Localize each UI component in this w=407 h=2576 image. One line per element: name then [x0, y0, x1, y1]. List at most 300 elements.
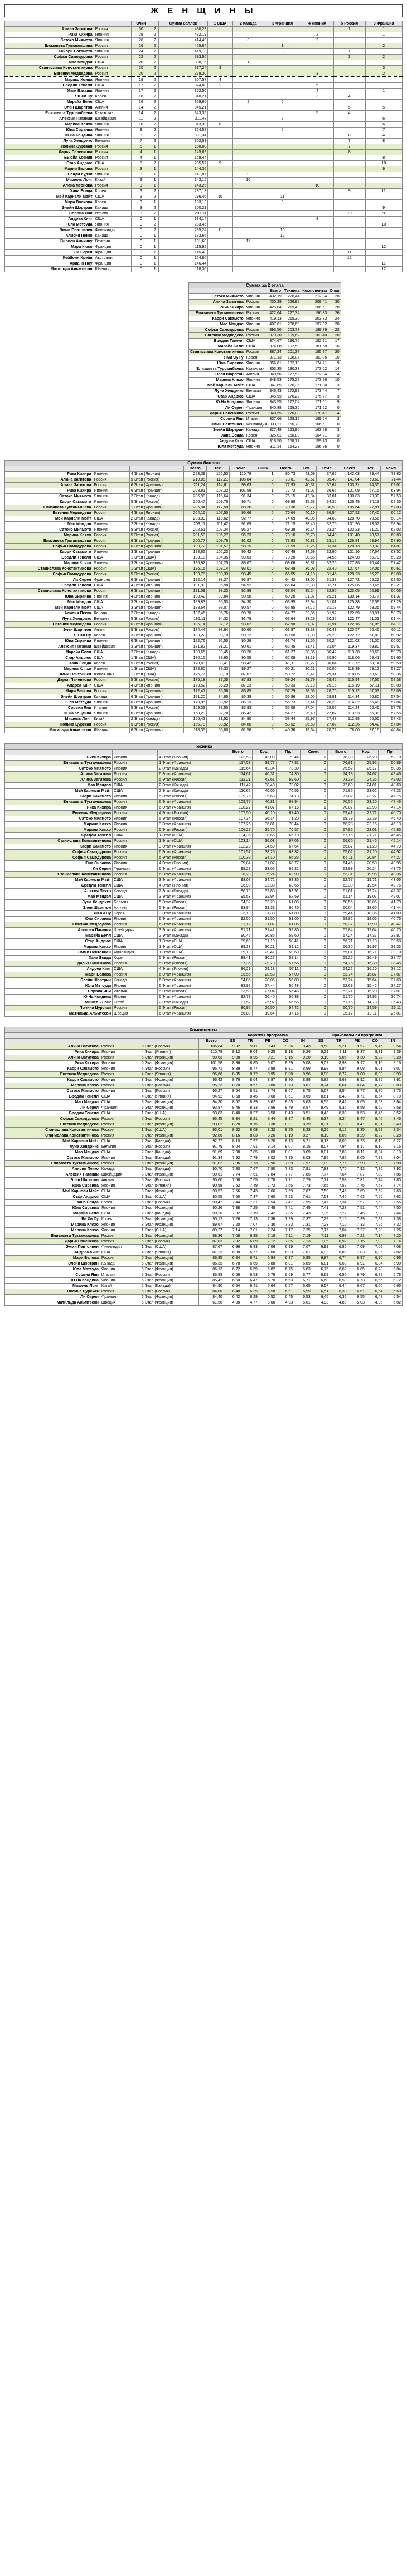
value-cell: 57,84 [327, 928, 354, 933]
value-cell: 33,29 [297, 616, 316, 622]
value-cell: 90,20 [230, 650, 253, 655]
value-cell: 94,92 [230, 583, 253, 589]
athlete-name: Мао Мэндэл [189, 322, 245, 327]
value-cell: 50,89 [378, 761, 402, 766]
stage-place [264, 161, 301, 166]
athlete-name: Марина Кляхо [189, 378, 245, 383]
table-row [5, 55, 403, 60]
value-cell: 8,64 [241, 1078, 259, 1083]
value-cell: 9,17 [348, 1061, 366, 1066]
value-cell: 57,11 [361, 683, 380, 689]
value-cell: 36,74 [378, 995, 402, 1000]
athlete-country: США [113, 894, 158, 900]
athlete-country: США [100, 1094, 140, 1100]
value-cell: 9,07 [259, 1061, 277, 1066]
value-cell: 92,86 [198, 1133, 224, 1139]
value-cell: 6,83 [294, 1267, 312, 1272]
value-cell: 2 Этап (Канада) [158, 933, 224, 939]
value-cell: 102,23 [224, 844, 252, 850]
value-cell: 185,14 [183, 622, 206, 628]
stage-place [264, 217, 301, 222]
value-cell: 8,96 [224, 1061, 241, 1066]
points: 0 [131, 222, 151, 228]
value-cell: 62,99 [361, 589, 380, 594]
value-cell: 175,77 [301, 394, 328, 400]
technique-table [4, 743, 403, 1017]
athlete-country: Бельгия [94, 139, 131, 144]
athlete-country: Япония [93, 488, 129, 494]
value-cell: 54,27 [275, 711, 297, 717]
table-row [5, 605, 403, 611]
value-cell: 42,37 [378, 889, 402, 894]
stages-count: 1 [151, 166, 159, 172]
value-cell: 200,77 [183, 538, 206, 544]
value-cell: 174,71 [301, 361, 328, 366]
value-cell: 8,56 [259, 1105, 277, 1111]
athlete-country: Россия [100, 1044, 140, 1050]
value-cell: 8,52 [224, 1100, 241, 1105]
stage-place: 10 [301, 183, 334, 189]
table-row [189, 433, 341, 439]
table-row [5, 594, 403, 600]
table-row [5, 105, 403, 111]
value-cell: 103,14 [224, 839, 252, 844]
value-cell: 8,84 [330, 1066, 348, 1072]
value-cell: 61,03 [276, 900, 300, 905]
value-cell: 33,81 [316, 494, 338, 499]
value-cell: 8,59 [348, 1105, 366, 1111]
value-cell: 6,32 [330, 1295, 348, 1300]
table-row [5, 43, 403, 49]
stage-place [232, 71, 264, 77]
value-cell: 6,72 [366, 1272, 384, 1278]
value-cell: 7,59 [277, 1189, 294, 1194]
points: 0 [131, 244, 151, 250]
value-cell: 7,13 [294, 1239, 312, 1245]
value-cell: 71,20 [361, 527, 380, 533]
value-cell: 51,70 [327, 995, 354, 1000]
athlete-country: США [113, 789, 158, 794]
value-cell: 345,99 [268, 394, 283, 400]
score-sum: 374,08 [159, 83, 208, 89]
athlete-country: Швеция [94, 267, 131, 272]
value-cell: 6 Этап (Франция) [158, 922, 224, 928]
value-cell: 7,32 [366, 1217, 384, 1222]
value-cell: 7,07 [241, 1222, 259, 1228]
value-cell: 1 Этап (США) [158, 839, 224, 844]
value-cell: 0 [253, 494, 275, 499]
value-cell: 71,85 [327, 789, 354, 794]
column-header: Техника [283, 288, 301, 294]
athlete-name: Мари Белова [5, 972, 113, 978]
athlete-name: Станислава Константинова [5, 839, 113, 844]
value-cell: 8,80 [259, 1083, 277, 1089]
value-cell: 31,07 [252, 861, 276, 866]
value-cell: 23,10 [354, 800, 378, 805]
athlete-country: Корея [113, 956, 158, 961]
value-cell: 4 Этап (Япония) [129, 683, 183, 689]
table-row [5, 1206, 403, 1211]
value-cell: 0 [300, 917, 327, 922]
value-cell: 8,43 [277, 1111, 294, 1116]
athlete-name: Евгения Медведева [5, 811, 113, 816]
value-cell: 85,42 [230, 711, 253, 717]
value-cell: 84,40 [198, 1295, 224, 1300]
value-cell: 36,43 [378, 1000, 402, 1006]
value-cell: 83,92 [207, 700, 230, 706]
value-cell: 379,30 [268, 333, 283, 339]
value-cell: 125,86 [338, 583, 361, 589]
athlete-name: Мари Белова [5, 689, 93, 694]
value-cell: 5 Этап (Россия) [158, 900, 224, 905]
athlete-country: Япония [113, 983, 158, 989]
value-cell: 142,63 [338, 472, 361, 477]
value-cell: 9,10 [366, 1061, 384, 1066]
value-cell: 68,94 [361, 538, 380, 544]
table-row [5, 233, 403, 239]
table-row [5, 1055, 403, 1061]
value-cell: 333,21 [268, 422, 283, 428]
value-cell: 57,43 [381, 717, 403, 722]
table-row [189, 305, 341, 311]
column-header: Компоненты [301, 288, 328, 294]
points: 0 [131, 261, 151, 267]
table-row [5, 1161, 403, 1167]
athlete-name: Мао Мэндэл [5, 522, 93, 527]
value-cell: 72,69 [327, 783, 354, 789]
value-cell: 6 Этап (Франция) [158, 800, 224, 805]
value-cell: 93,10 [207, 633, 230, 639]
value-cell: 6,79 [348, 1272, 366, 1278]
value-cell: 7,65 [312, 1183, 330, 1189]
table-row [5, 717, 403, 722]
table-row [5, 49, 403, 55]
value-cell: 29,41 [252, 950, 276, 956]
value-cell: 0 [253, 672, 275, 678]
stage-place: 2 [232, 100, 264, 105]
athlete-name: Евгения Медведева [5, 511, 93, 516]
table-row [5, 494, 403, 499]
table-row [5, 816, 403, 822]
stage-place [232, 261, 264, 267]
stage-place [208, 261, 232, 267]
value-cell: 3 Этап (Франция) [140, 1100, 198, 1105]
value-cell: 67,06 [276, 839, 300, 844]
value-cell: 57,90 [381, 538, 403, 544]
value-cell: 5 Этап (Россия) [158, 905, 224, 911]
value-cell: 90,57 [230, 605, 253, 611]
table-row [5, 866, 403, 872]
table-row [5, 1289, 403, 1295]
stage-place [208, 233, 232, 239]
value-cell: 34,59 [252, 844, 276, 850]
score-sum: 145,89 [159, 150, 208, 155]
value-cell: 6 Этап (Франция) [140, 1161, 198, 1167]
stage-place: 4 [264, 77, 301, 83]
value-cell: 6,93 [312, 1250, 330, 1256]
value-cell: 6,77 [241, 1250, 259, 1256]
value-cell: 61,37 [381, 594, 403, 600]
value-cell: 7,31 [294, 1222, 312, 1228]
stage-place [301, 122, 334, 128]
athlete-name: Софья Самодурова [5, 55, 94, 60]
column-header: PE [348, 1039, 366, 1044]
value-cell: 199,62 [283, 333, 301, 339]
value-cell: 1 Этап (США) [129, 672, 183, 678]
value-cell: 96,98 [224, 883, 252, 889]
stage-place [232, 211, 264, 217]
value-cell: 0 [300, 928, 327, 933]
value-cell: 89,60 [207, 655, 230, 661]
score-sum: 387,24 [159, 66, 208, 71]
value-cell: 8,96 [294, 1072, 312, 1078]
value-cell: 60,61 [381, 566, 403, 572]
value-cell: 20,24 [354, 866, 378, 872]
value-cell: 227,34 [283, 311, 301, 316]
stage-place: 5 [365, 105, 403, 111]
value-cell: 14,73 [354, 1000, 378, 1006]
table-row [5, 755, 403, 761]
value-cell: 5 Этап (Россия) [158, 855, 224, 861]
table-row [5, 505, 403, 511]
value-cell: 8,40 [384, 1122, 403, 1128]
stage-place [264, 172, 301, 178]
table-row [5, 683, 403, 689]
stage-place [365, 239, 403, 244]
table-row [5, 511, 403, 516]
value-cell: 2 Этап (Канада) [129, 494, 183, 499]
value-cell: 63,32 [276, 850, 300, 855]
value-cell: 60,02 [381, 639, 403, 644]
athlete-name: Каори Сакамото [189, 316, 245, 322]
value-cell: 0 [300, 861, 327, 866]
value-cell: 212,94 [301, 294, 328, 300]
value-cell: 61,74 [275, 639, 297, 644]
value-cell: 2 Этап (Канада) [158, 783, 224, 789]
value-cell: 1 [300, 755, 327, 761]
stage-place [264, 250, 301, 256]
value-cell: 47,46 [378, 800, 402, 805]
value-cell: 5 Этап (Россия) [158, 827, 224, 833]
value-cell: 59,58 [381, 661, 403, 667]
stage-place [365, 111, 403, 116]
athlete-name: Юна Сираива [5, 639, 93, 644]
stage-place [333, 38, 365, 43]
value-cell: 30,84 [316, 661, 338, 667]
value-cell: 89,33 [207, 667, 230, 672]
value-cell: 61,61 [327, 889, 354, 894]
stages-count: 2 [151, 83, 159, 89]
points: 14 [131, 111, 151, 116]
value-cell: 80,92 [207, 722, 230, 728]
value-cell: 175,18 [183, 678, 206, 683]
value-cell: 6 Этап (Франция) [129, 538, 183, 544]
value-cell: 130,83 [338, 494, 361, 499]
athlete-country: Россия [93, 572, 129, 577]
value-cell: 9,16 [384, 1061, 403, 1066]
header-stage: 1 США [208, 21, 232, 27]
value-cell: 83,50 [207, 706, 230, 711]
stage-place [232, 43, 264, 49]
table-title-row [5, 744, 403, 750]
value-cell: 6,69 [277, 1272, 294, 1278]
value-cell: 94,92 [198, 1094, 224, 1100]
athlete-country: Япония [93, 527, 129, 533]
value-cell: 0 [253, 566, 275, 572]
table-row [5, 161, 403, 166]
table-row [5, 1267, 403, 1272]
value-cell: 7,73 [294, 1183, 312, 1189]
value-cell: 21,46 [354, 839, 378, 844]
value-cell: 41,07 [252, 805, 276, 811]
value-cell: 7,39 [348, 1217, 366, 1222]
value-cell: 6,66 [366, 1278, 384, 1284]
stage-place [301, 133, 334, 139]
athlete-country: Россия [113, 772, 158, 777]
value-cell: 7,77 [312, 1172, 330, 1178]
athlete-name: Марина Кляхо [5, 827, 113, 833]
table-row [189, 394, 341, 400]
value-cell: 8,55 [277, 1100, 294, 1105]
stage-place [301, 200, 334, 205]
table-row [5, 800, 403, 805]
value-cell: 61,11 [381, 622, 403, 628]
value-cell: 2 Этап (Канада) [129, 611, 183, 616]
value-cell: 0 [253, 689, 275, 694]
athlete-country: Франция [113, 866, 158, 872]
value-cell: 6 Этап (Франция) [140, 1133, 198, 1139]
athlete-name: Эмми Пентоннен [5, 672, 93, 678]
table-row [5, 1094, 403, 1100]
table-row [5, 1284, 403, 1289]
athlete-name: Елизавета Туктамышева [5, 43, 94, 49]
stage-place [264, 211, 301, 217]
value-cell: 4 Этап (Япония) [129, 583, 183, 589]
athlete-country: Италия [100, 1272, 140, 1278]
value-cell: 4,93 [312, 1300, 330, 1306]
value-cell: 7,11 [312, 1233, 330, 1239]
value-cell: 54,22 [327, 967, 354, 972]
table-row [5, 961, 403, 967]
athlete-country: Россия [100, 1133, 140, 1139]
value-cell: 7,79 [294, 1178, 312, 1183]
stage-place [333, 222, 365, 228]
value-cell: 86,13 [230, 700, 253, 706]
value-cell: 58,14 [361, 661, 380, 667]
value-cell: 33,38 [297, 628, 316, 633]
athlete-name: Мэй Карнели Мэйт [5, 789, 113, 794]
value-cell: 6,51 [312, 1289, 330, 1295]
athlete-country: Япония [100, 1228, 140, 1233]
athlete-name: Сатоко Миямото [5, 494, 93, 499]
athlete-name: Полина Цурская [5, 144, 94, 150]
value-cell: 8,22 [384, 1139, 403, 1144]
value-cell: 8,04 [224, 1144, 241, 1150]
value-cell: 192,50 [283, 344, 301, 350]
value-cell: 36,81 [297, 561, 316, 566]
stage-place [301, 222, 334, 228]
value-cell: 38,65 [252, 833, 276, 839]
stage-place [333, 166, 365, 172]
value-cell: 25,01 [378, 1011, 402, 1017]
athlete-country: Канада [100, 1261, 140, 1267]
value-cell: 6,96 [384, 1256, 403, 1261]
value-cell: 164,21 [301, 433, 328, 439]
value-cell: 1 Этап (Франция) [158, 761, 224, 766]
value-cell: 0 [300, 794, 327, 800]
athlete-name: Марико Хонда [5, 77, 94, 83]
athlete-country: Япония [93, 472, 129, 477]
value-cell: 8,31 [277, 1122, 294, 1128]
value-cell: 3 Этап (Франция) [158, 911, 224, 917]
column-header: Всего [338, 466, 361, 472]
value-cell: 101,58 [198, 1061, 224, 1066]
score-sum: 300,21 [159, 205, 208, 211]
table-row [5, 672, 403, 678]
stage-place: 7 [333, 144, 365, 150]
stage-place: 12 [333, 256, 365, 261]
stage-place [208, 128, 232, 133]
athlete-name: Юна Сираива [5, 1206, 100, 1211]
value-cell: 0 [253, 522, 275, 527]
value-cell: 0 [328, 444, 341, 450]
value-cell: 7,92 [384, 1167, 403, 1172]
athlete-country: Англия [100, 1178, 140, 1183]
value-cell: 41,44 [378, 905, 402, 911]
athlete-country: Корея [94, 200, 131, 205]
stage-place: 3 [301, 94, 334, 100]
value-cell: 3 Этап (Франция) [140, 1217, 198, 1222]
points: 20 [131, 60, 151, 66]
value-cell: 63,94 [381, 488, 403, 494]
value-cell: 67,64 [361, 550, 380, 555]
value-cell: 6 Этап (Франция) [129, 589, 183, 594]
value-cell: 4,77 [241, 1300, 259, 1306]
value-cell: 8,67 [312, 1089, 330, 1094]
value-cell: 36,54 [316, 511, 338, 516]
value-cell: 9,22 [366, 1055, 384, 1061]
value-cell: 8,29 [348, 1133, 366, 1139]
athlete-name: Марии Белова [5, 166, 94, 172]
value-cell: 7,25 [241, 1206, 259, 1211]
athlete-name: Сатоко Миямото [5, 1155, 100, 1161]
value-cell: 79,44 [361, 472, 380, 477]
athlete-name: Каори Сакамото [5, 844, 113, 850]
stage-place [365, 217, 403, 222]
value-cell: 5,00 [259, 1300, 277, 1306]
value-cell: 37,16 [276, 1011, 300, 1017]
table-row [5, 844, 403, 850]
column-header [93, 466, 129, 472]
value-cell: 2 Этап (Канада) [140, 1211, 198, 1217]
score-sum: 393,50 [159, 55, 208, 60]
value-cell: 67,16 [327, 833, 354, 839]
table-row [5, 822, 403, 827]
value-cell: 86,13 [198, 1267, 224, 1272]
stages-count: 2 [151, 161, 159, 166]
value-cell: 99,63 [198, 1055, 224, 1061]
athlete-name: Мэй Карнели Мэйт [5, 1139, 100, 1144]
value-cell: 9,00 [348, 1072, 366, 1078]
value-cell: 8,23 [348, 1139, 366, 1144]
athlete-country: Бельгия [245, 389, 268, 394]
value-cell: 79,44 [276, 755, 300, 761]
value-cell: 6,90 [366, 1256, 384, 1261]
value-cell: 0 [253, 511, 275, 516]
value-cell: 425,64 [268, 305, 283, 311]
table-row [5, 172, 403, 178]
athlete-country: Россия [100, 1256, 140, 1261]
